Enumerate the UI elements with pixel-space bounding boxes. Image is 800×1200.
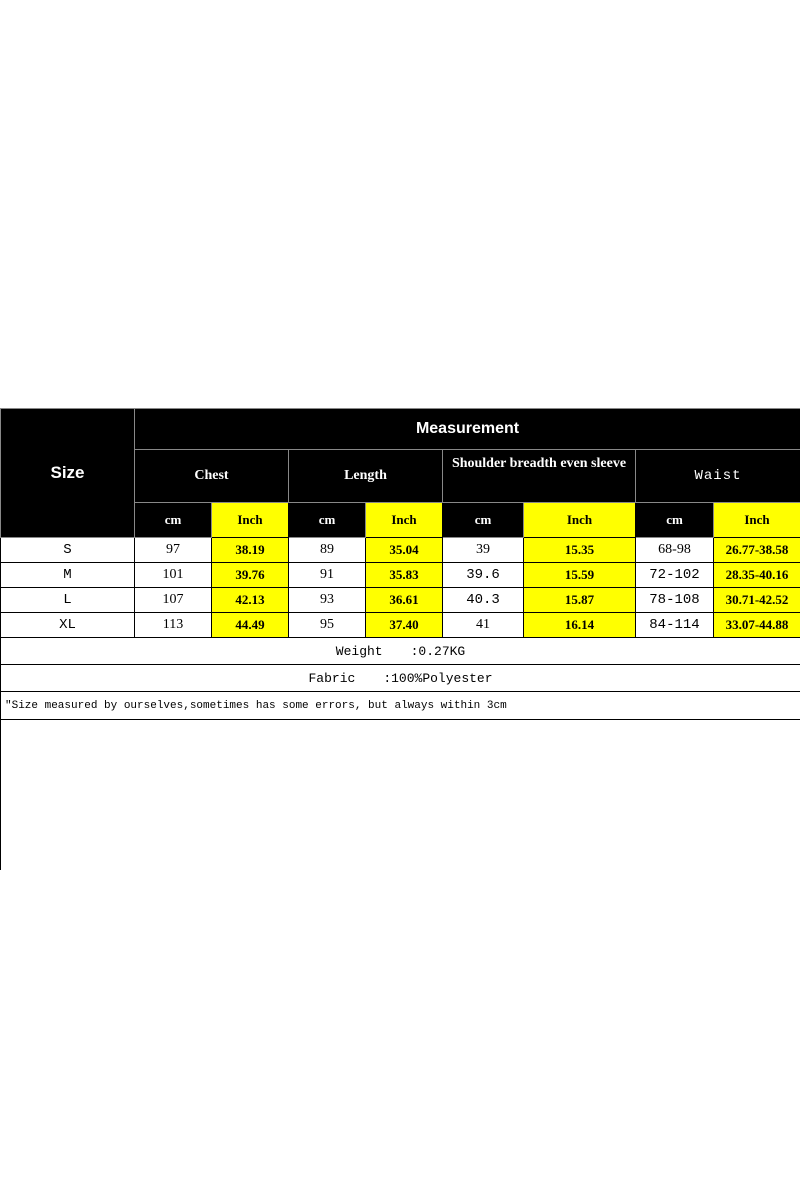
size-column-header: Size [1,409,135,538]
length-cm-cell: 93 [289,588,366,613]
waist-inch-cell: 33.07-44.88 [714,613,800,638]
note-row [1,692,800,720]
chest-inch-cell: 38.19 [212,538,289,563]
waist-cm-cell: 78-108 [636,588,714,613]
chest-inch-header: Inch [212,503,289,538]
length-inch-cell: 36.61 [366,588,443,613]
shoulder-header: Shoulder breadth even sleeve [443,450,636,503]
waist-cm-cell: 68-98 [636,538,714,563]
blank-area [1,720,800,871]
length-inch-header: Inch [366,503,443,538]
weight-label: Weight [335,643,383,659]
chest-cm-cell: 107 [135,588,212,613]
shoulder-cm-header: cm [443,503,524,538]
fabric-row [1,665,800,692]
waist-header: Waist [636,450,800,503]
chest-header: Chest [135,450,289,503]
weight-row [1,638,800,665]
size-cell: XL [1,613,135,638]
size-chart-table [0,408,800,870]
shoulder-inch-header: Inch [524,503,636,538]
length-cm-header: cm [289,503,366,538]
chest-inch-cell: 42.13 [212,588,289,613]
length-inch-cell: 35.83 [366,563,443,588]
size-note: "Size measured by ourselves,sometimes has some errors, but always within 3cm [1,692,800,720]
weight-value: :0.27KG [410,643,466,659]
size-cell: M [1,563,135,588]
shoulder-cm-cell: 39.6 [443,563,524,588]
shoulder-inch-cell: 15.87 [524,588,636,613]
table-row [1,588,800,613]
fabric-cell [1,665,800,692]
length-inch-cell: 37.40 [366,613,443,638]
blank-cell [1,720,800,871]
weight-cell [1,638,800,665]
fabric-value: :100%Polyester [383,670,493,686]
size-cell: L [1,588,135,613]
length-cm-cell: 91 [289,563,366,588]
waist-inch-header: Inch [714,503,800,538]
length-inch-cell: 35.04 [366,538,443,563]
measurement-header: Measurement [135,409,800,450]
waist-inch-cell: 26.77-38.58 [714,538,800,563]
chest-cm-cell: 101 [135,563,212,588]
waist-cm-cell: 84-114 [636,613,714,638]
shoulder-inch-cell: 15.35 [524,538,636,563]
fabric-label: Fabric [308,670,356,686]
shoulder-inch-cell: 16.14 [524,613,636,638]
chest-inch-cell: 39.76 [212,563,289,588]
shoulder-cm-cell: 40.3 [443,588,524,613]
length-cm-cell: 89 [289,538,366,563]
shoulder-inch-cell: 15.59 [524,563,636,588]
size-chart [0,408,800,870]
length-cm-cell: 95 [289,613,366,638]
waist-inch-cell: 30.71-42.52 [714,588,800,613]
table-row [1,538,800,563]
chest-cm-header: cm [135,503,212,538]
shoulder-cm-cell: 39 [443,538,524,563]
waist-cm-cell: 72-102 [636,563,714,588]
shoulder-cm-cell: 41 [443,613,524,638]
table-row [1,613,800,638]
chest-cm-cell: 113 [135,613,212,638]
chest-cm-cell: 97 [135,538,212,563]
length-header: Length [289,450,443,503]
waist-cm-header: cm [636,503,714,538]
size-cell: S [1,538,135,563]
table-row [1,563,800,588]
waist-inch-cell: 28.35-40.16 [714,563,800,588]
chest-inch-cell: 44.49 [212,613,289,638]
